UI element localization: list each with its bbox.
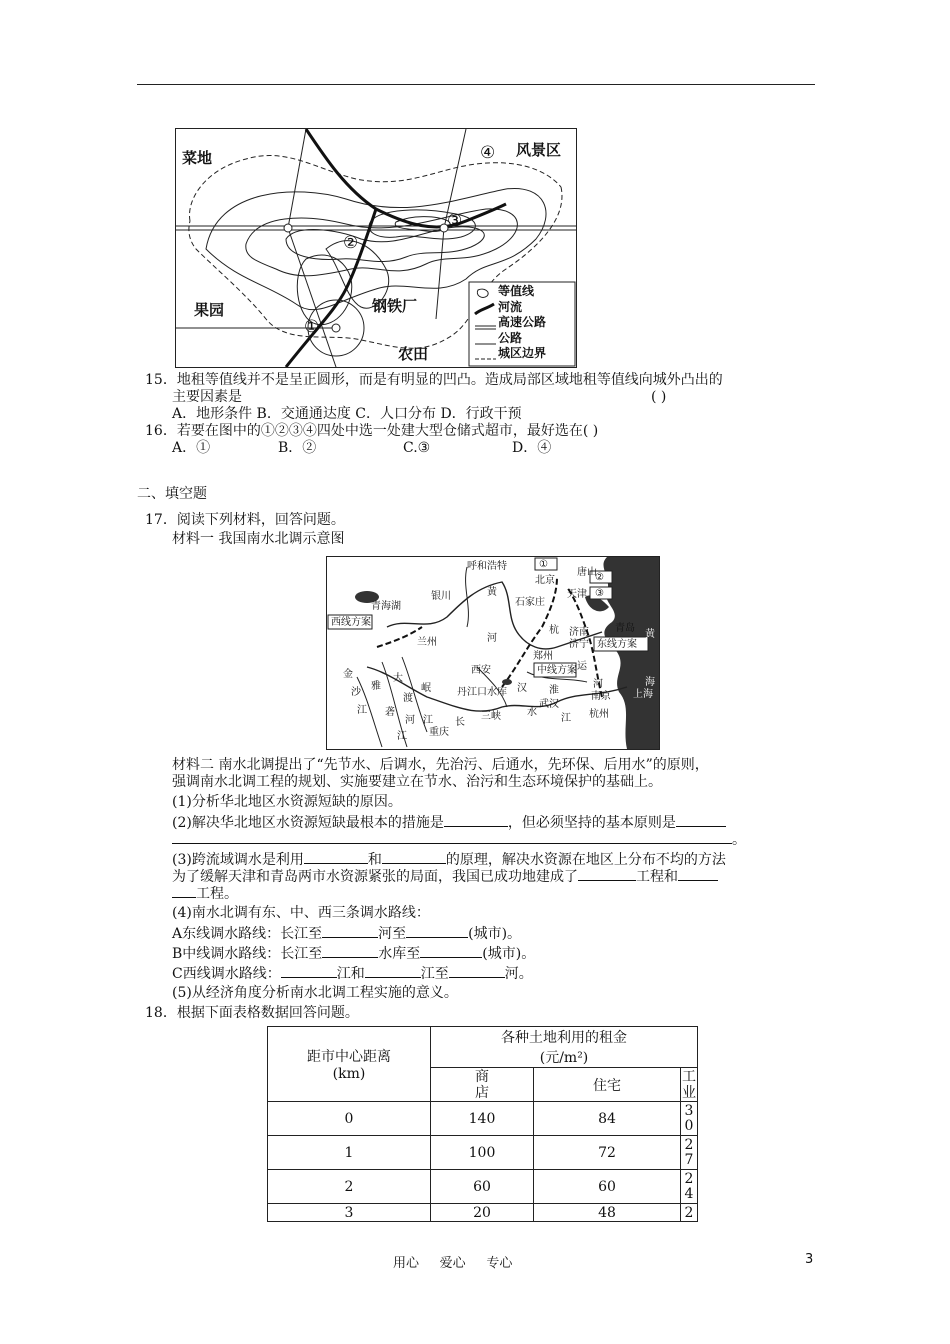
header-industry-char: 工 <box>682 1068 696 1085</box>
cell-industry <box>681 1204 698 1222</box>
q16-option-a: A．① <box>172 440 211 456</box>
cell-industry <box>681 1102 698 1136</box>
map-label: 大 <box>393 673 403 684</box>
header-rent <box>431 1027 698 1068</box>
q16-option-d: D．④ <box>512 440 552 456</box>
map-label: 中线方案 <box>537 665 577 676</box>
map-label: 唐山 <box>577 567 597 578</box>
legend-expressway: 高速公路 <box>498 315 547 329</box>
cell-distance: 2 <box>268 1170 431 1204</box>
cell-shop: 20 <box>431 1204 534 1222</box>
answer-blank[interactable] <box>365 965 421 978</box>
q17-part3-text-b: 和 <box>367 852 382 868</box>
map-label: 淮 <box>549 685 559 696</box>
answer-blank[interactable] <box>678 868 718 881</box>
water-map-labels <box>327 557 659 749</box>
map-label: 河 <box>487 633 497 644</box>
cell-industry <box>681 1170 698 1204</box>
answer-blank[interactable] <box>420 945 482 958</box>
map-legend <box>498 284 546 362</box>
map-label: 三峡 <box>481 711 501 722</box>
map-label: 河 <box>405 715 415 726</box>
map-label: 砻 <box>385 707 395 718</box>
map-label: 东线方案 <box>597 639 637 650</box>
cell-industry-digit: 0 <box>684 1117 694 1134</box>
route-b-text-1: B中线调水路线：长江至 <box>172 946 323 962</box>
label-orchard: 果园 <box>194 301 225 319</box>
cell-distance: 1 <box>268 1136 431 1170</box>
cell-industry-digit: 2 <box>684 1204 694 1221</box>
map-label: 雅 <box>371 681 381 692</box>
map-label: 渡 <box>403 693 413 704</box>
marker-4: ④ <box>480 143 496 163</box>
map-label: 黄 <box>487 587 497 598</box>
map-label: 武汉 <box>539 699 559 710</box>
q17-part3-line3 <box>172 885 238 903</box>
q17-part2-end: 。 <box>732 832 746 848</box>
cell-distance: 0 <box>268 1102 431 1136</box>
label-farmland: 农田 <box>398 345 429 363</box>
cell-house: 72 <box>534 1136 681 1170</box>
map-label: ① <box>539 559 548 570</box>
q17-part3-text-f: 工程。 <box>196 886 238 902</box>
answer-blank[interactable] <box>304 851 368 864</box>
map-label: 重庆 <box>429 727 449 738</box>
marker-2: ② <box>343 233 359 253</box>
table-row <box>268 1204 698 1222</box>
q17-part5: (5)从经济角度分析南水北调工程实施的意义。 <box>172 985 458 1001</box>
answer-blank[interactable] <box>406 925 468 938</box>
header-industry-char: 业 <box>682 1084 696 1101</box>
route-c-text-1: C西线调水路线： <box>172 966 281 982</box>
label-scenic-area: 风景区 <box>516 141 562 159</box>
map-label: 运 <box>577 661 587 672</box>
south-north-water-map <box>326 556 660 750</box>
label-steel-plant: 钢铁厂 <box>372 297 418 315</box>
legend-road: 公路 <box>498 330 523 345</box>
map-label: 沙 <box>351 687 361 698</box>
q17-material1-title: 材料一 我国南水北调示意图 <box>172 531 345 547</box>
q17-material2-line2: 强调南水北调工程的规划、实施要建立在节水、治污和生态环境保护的基础上。 <box>172 774 662 790</box>
map-label: 青海湖 <box>371 601 401 612</box>
map-label: 江 <box>423 715 433 726</box>
q17-part4: (4)南水北调有东、中、西三条调水路线： <box>172 905 430 921</box>
section-title-fill-in: 二、填空题 <box>137 486 207 502</box>
q17-part3-text-d: 为了缓解天津和青岛两市水资源紧张的局面，我国已成功地建成了 <box>172 869 578 885</box>
q15-answer-paren: ( ) <box>651 389 667 405</box>
map-label: 银川 <box>431 591 451 602</box>
cell-industry-digit: 3 <box>684 1102 694 1119</box>
header-rent-line2: (元/m²) <box>539 1050 589 1066</box>
map-label: 岷 <box>421 683 431 694</box>
q17-material2-line1: 材料二 南水北调提出了“先节水、后调水，先治污、后通水，先环保、后用水”的原则， <box>172 757 709 773</box>
map-label: 呼和浩特 <box>467 561 507 572</box>
map-label: 杭州 <box>589 709 609 720</box>
answer-blank[interactable] <box>449 965 505 978</box>
answer-blank[interactable] <box>676 814 726 827</box>
q15-stem-line1: 15．地租等值线并不是呈正圆形，而是有明显的凹凸。造成局部区域地租等值线向城外凸出的 <box>145 372 723 388</box>
map-label: 江 <box>357 705 367 716</box>
legend-river: 河流 <box>498 299 523 314</box>
q16-stem: 16．若要在图中的①②③④四处中选一处建大型仓储式超市，最好选在( ) <box>145 423 599 439</box>
q17-part1: (1)分析华北地区水资源短缺的原因。 <box>172 794 402 810</box>
map-label: 南京 <box>591 691 611 702</box>
map-label: 汉 <box>517 683 527 694</box>
route-a-text-2: 河至 <box>378 926 407 942</box>
answer-blank[interactable] <box>382 851 446 864</box>
map-label: ③ <box>595 588 604 599</box>
header-distance <box>268 1027 431 1102</box>
route-c-text-4: 河。 <box>504 966 533 982</box>
cell-industry-digit: 4 <box>684 1185 694 1202</box>
answer-blank[interactable] <box>172 831 732 844</box>
header-shop-char: 店 <box>475 1084 489 1101</box>
legend-city-boundary: 城区边界 <box>498 346 547 360</box>
cell-shop: 100 <box>431 1136 534 1170</box>
answer-blank[interactable] <box>322 945 378 958</box>
map-label: 水 <box>527 707 537 718</box>
page-number: 3 <box>805 1252 814 1267</box>
route-a-text-3: (城市)。 <box>468 926 522 942</box>
map-label: 济南 <box>569 627 589 638</box>
q17-part2-cont <box>172 831 746 849</box>
table-row <box>268 1136 698 1170</box>
route-b-text-2: 水库至 <box>378 946 421 962</box>
marker-1: ① <box>304 317 320 337</box>
map-label: 石家庄 <box>515 597 545 608</box>
q15-options: A．地形条件 B．交通通达度 C．人口分布 D．行政干预 <box>172 406 522 422</box>
cell-distance: 3 <box>268 1204 431 1222</box>
map-label: ② <box>595 572 604 583</box>
header-rule <box>137 84 815 85</box>
q17-stem: 17．阅读下列材料，回答问题。 <box>145 512 345 528</box>
map-label: 兰州 <box>417 637 437 648</box>
q17-part2 <box>172 814 726 832</box>
route-b-text-3: (城市)。 <box>482 946 536 962</box>
cell-shop: 60 <box>431 1170 534 1204</box>
q15-stem-line2: 主要因素是 <box>172 389 242 405</box>
q16-option-c: C.③ <box>403 440 431 456</box>
rent-table <box>267 1026 698 1222</box>
cell-house: 84 <box>534 1102 681 1136</box>
cell-house: 60 <box>534 1170 681 1204</box>
q17-part3-text-a: (3)跨流域调水是利用 <box>172 852 304 868</box>
map-label: 北京 <box>535 575 555 586</box>
q17-part4-b <box>172 945 535 963</box>
route-c-text-2: 江和 <box>336 966 365 982</box>
map-label: 郑州 <box>533 651 553 662</box>
header-distance-line2: (km) <box>332 1066 366 1082</box>
land-rent-map <box>175 128 577 368</box>
header-shop-char: 商 <box>475 1068 489 1085</box>
answer-blank[interactable] <box>444 814 508 827</box>
q16-option-b: B．② <box>278 440 317 456</box>
table-row <box>268 1102 698 1136</box>
table-row <box>268 1170 698 1204</box>
cell-industry-digit: 2 <box>684 1136 694 1153</box>
map-label: 济宁 <box>569 639 589 650</box>
cell-industry-digit: 2 <box>684 1170 694 1187</box>
legend-contour: 等值线 <box>498 284 535 298</box>
map-label: 海 <box>645 677 655 688</box>
cell-industry-digit: 7 <box>684 1151 694 1168</box>
footer-motto: 用心 爱心 专心 <box>393 1256 513 1271</box>
map-label: 天津 <box>567 589 587 600</box>
q17-part3 <box>172 851 726 869</box>
answer-blank[interactable] <box>578 868 636 881</box>
route-a-text-1: A东线调水路线：长江至 <box>172 926 323 942</box>
map-label: 黄 <box>645 629 655 640</box>
route-c-text-3: 江至 <box>420 966 449 982</box>
cell-house: 48 <box>534 1204 681 1222</box>
map-label: 江 <box>561 713 571 724</box>
q18-stem: 18．根据下面表格数据回答问题。 <box>145 1005 359 1021</box>
label-vegetable-field: 菜地 <box>182 149 213 167</box>
q17-part4-a <box>172 925 521 943</box>
map-label: 江 <box>397 731 407 742</box>
answer-blank[interactable] <box>172 885 196 898</box>
cell-shop: 140 <box>431 1102 534 1136</box>
q17-part3-text-c: 的原理，解决水资源在地区上分布不均的方法 <box>445 852 726 868</box>
map-label: 金 <box>343 669 353 680</box>
map-label: 河 <box>593 679 603 690</box>
marker-3: ③ <box>447 211 463 231</box>
header-rent-line1: 各种土地利用的租金 <box>501 1030 627 1046</box>
map-label: 丹江口水库 <box>457 687 507 698</box>
map-label: 西线方案 <box>331 617 371 628</box>
answer-blank[interactable] <box>322 925 378 938</box>
q17-part4-c <box>172 965 533 983</box>
q17-part2-text-a: (2)解决华北地区水资源短缺最根本的措施是 <box>172 815 444 831</box>
header-distance-line1: 距市中心距离 <box>307 1049 391 1065</box>
q17-part3-line2 <box>172 868 718 886</box>
q17-part3-text-e: 工程和 <box>636 869 678 885</box>
map-label: 上海 <box>633 689 653 700</box>
map-label: 西安 <box>471 665 491 676</box>
answer-blank[interactable] <box>281 965 337 978</box>
header-shop <box>431 1068 534 1102</box>
cell-industry <box>681 1136 698 1170</box>
header-industry <box>681 1068 698 1102</box>
header-house: 住宅 <box>534 1068 681 1102</box>
map-label: 青岛 <box>615 623 635 634</box>
map-label: 杭 <box>549 625 559 636</box>
map-label: 长 <box>455 717 465 728</box>
q17-part2-text-b: ，但必须坚持的基本原则是 <box>507 815 676 831</box>
